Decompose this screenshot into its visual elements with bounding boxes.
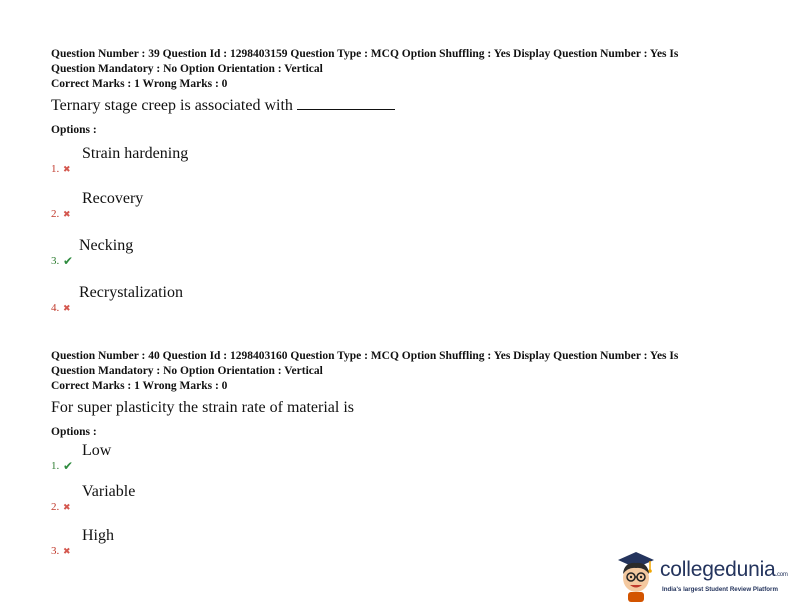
option-3 (51, 527, 451, 557)
cross-icon: ✖ (63, 164, 71, 174)
check-icon: ✔ (63, 254, 74, 268)
check-icon: ✔ (63, 459, 74, 473)
option-number: 3. (51, 255, 60, 267)
option-number: 4. (51, 302, 60, 314)
option-text: Low (82, 442, 112, 459)
option-number: 3. (51, 545, 60, 557)
options-list (51, 145, 751, 315)
options-label: Options : (51, 124, 97, 136)
cross-icon: ✖ (63, 546, 71, 556)
option-number: 1. (51, 163, 60, 175)
option-1 (51, 145, 451, 175)
question-40 (51, 349, 751, 438)
answer-blank (297, 95, 395, 110)
option-number: 2. (51, 501, 60, 513)
brand-tld: .com (775, 572, 788, 578)
option-number: 1. (51, 460, 60, 472)
option-4 (51, 284, 451, 314)
question-meta-line1: Question Number : 39 Question Id : 1298403159 Question Type : MCQ Option Shuffling : Yes Display Question Number : Yes Is (51, 48, 679, 60)
option-text: Strain hardening (82, 145, 189, 162)
option-text: Recrystalization (79, 284, 183, 301)
option-number: 2. (51, 208, 60, 220)
option-text: High (82, 527, 114, 544)
question-meta-line2: Question Mandatory : No Option Orientation : Vertical (51, 63, 323, 75)
option-3 (51, 237, 451, 267)
question-text: For super plasticity the strain rate of material is (51, 399, 355, 416)
option-text: Recovery (82, 190, 144, 207)
brand-name: collegedunia.com (660, 558, 788, 581)
question-meta-line2: Question Mandatory : No Option Orientation : Vertical (51, 365, 323, 377)
option-2 (51, 190, 451, 220)
cross-icon: ✖ (63, 502, 71, 512)
brand-tagline: India's largest Student Review Platform (662, 586, 778, 593)
option-2 (51, 483, 451, 513)
question-marks: Correct Marks : 1 Wrong Marks : 0 (51, 78, 228, 90)
question-marks: Correct Marks : 1 Wrong Marks : 0 (51, 380, 228, 392)
question-meta-line1: Question Number : 40 Question Id : 1298403160 Question Type : MCQ Option Shuffling : Yes Display Question Number : Yes Is (51, 350, 679, 362)
cross-icon: ✖ (63, 303, 71, 313)
question-39 (51, 47, 751, 136)
options-list (51, 442, 751, 557)
option-text: Necking (79, 237, 134, 254)
mascot-icon (612, 548, 658, 604)
option-text: Variable (82, 483, 136, 500)
option-1 (51, 442, 451, 472)
options-label: Options : (51, 426, 97, 438)
cross-icon: ✖ (63, 209, 71, 219)
question-text: Ternary stage creep is associated with (51, 95, 751, 117)
collegedunia-logo (612, 548, 787, 604)
